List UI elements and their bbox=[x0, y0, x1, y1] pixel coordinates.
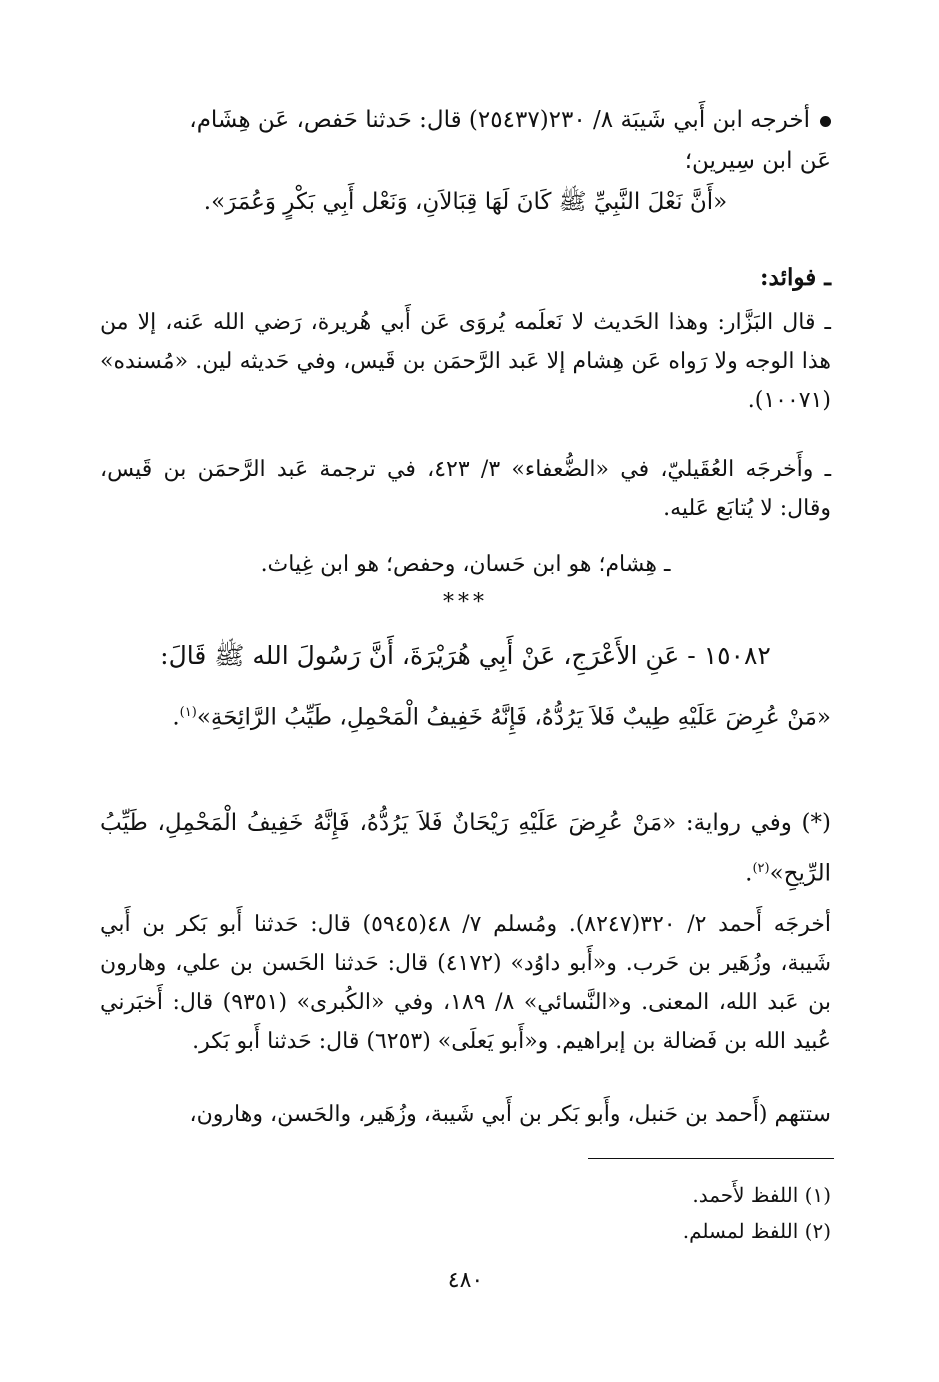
fawaid-bazzar-paragraph: ـ قال البَزَّار: وهذا الحَديث لا نَعلَمه يُروَى عَن أَبي هُريرة، رَضي الله عَنه، إلا من هذا الوجه ولا رَواه عَن هِشام إلا عَبد الرَّحمَن بن قَيس، وفي حَديثه لين. «مُسنده» (١٠٠٧١). bbox=[100, 310, 831, 413]
footnote-1: (١) اللفظ لأَحمد. bbox=[692, 1183, 831, 1207]
footnote-2: (٢) اللفظ لمسلم. bbox=[682, 1219, 831, 1243]
takhrij-ibn-abi-shaybah bbox=[100, 100, 831, 223]
footnote-ref-1: (١) bbox=[179, 705, 197, 720]
hadith-text: «مَنْ عُرِضَ عَلَيْهِ طِيبٌ فَلاَ يَرُدُّهُ، فَإِنَّهُ خَفِيفُ الْمَحْمِلِ، طَيِّبُ الرَّائِحَةِ»$^{(١)}$. bbox=[172, 704, 831, 731]
takhrij-continuation: ستتهم (أَحمد بن حَنبل، وأَبو بَكر بن أَبي شَيبة، وزُهَير، والحَسن، وهارون، bbox=[189, 1102, 831, 1127]
section-separator: *** bbox=[443, 590, 488, 615]
hadith-heading: ١٥٠٨٢ - عَنِ الأَعْرَجِ، عَنْ أَبِي هُرَيْرَةَ، أَنَّ رَسُولَ الله ﷺ قَالَ: bbox=[160, 641, 771, 670]
fawaid-uqayli-paragraph: ـ وأَخرجَه العُقَيليّ، في «الضُّعفاء» ٣/ ٤٢٣، في ترجمة عَبد الرَّحمَن بن قَيس، وقال: لا يُتابَع عَليه. bbox=[100, 457, 832, 521]
fawaid-heading: ـ فوائد: bbox=[760, 264, 831, 291]
footnote-divider bbox=[588, 1158, 834, 1159]
takhrij-line-1: أخرجه ابن أَبي شَيبَة ٨/ ٢٣٠(٢٥٤٣٧) قال: حَدثنا حَفص، عَن هِشَام، bbox=[100, 100, 831, 141]
footnotes bbox=[100, 1177, 831, 1249]
bullet-icon bbox=[820, 116, 831, 127]
takhrij-paragraph: أخرجَه أَحمد ٢/ ٣٢٠(٨٢٤٧). ومُسلم ٧/ ٤٨(٥٩٤٥) قال: حَدثنا أَبو بَكر بن أَبي شَيبة، وزُهَير بن حَرب. و«أَبو داوُد» (٤١٧٢) قال: حَدثنا الحَسن بن علي، وهارون بن عَبد الله، المعنى. و«النَّسائي» ٨/ ١٨٩، وفي «الكُبرى» (٩٣٥١) قال: أَخبَرني عُبيد الله بن فَضالة بن إبراهيم. و«أَبو يَعلَى» (٦٢٥٣) قال: حَدثنا أَبو بَكر. bbox=[100, 912, 832, 1054]
hadith-sandals: «أَنَّ نَعْلَ النَّبِيِّ ﷺ كَانَ لَهَا قِبَالاَنِ، وَنَعْل أَبِي بَكْرٍ وَعُمَرَ». bbox=[203, 189, 728, 215]
fawaid-narrators-note: ـ هِشام؛ هو ابن حَسان، وحفص؛ هو ابن غِياث. bbox=[260, 552, 671, 577]
takhrij-line-2: عَن ابن سِيرين؛ bbox=[684, 148, 831, 174]
footnote-ref-2: (٢) bbox=[752, 861, 770, 876]
hadith-riwaya: (*) وفي رواية: «مَنْ عُرِضَ عَلَيْهِ رَيْحَانٌ فَلاَ يَرُدُّهُ، فَإِنَّهُ خَفِيفُ الْمَحْمِلِ، طَيِّبُ الرِّيحِ»$^{(٢)}$. bbox=[100, 810, 831, 887]
page-number: ٤٨٠ bbox=[447, 1268, 484, 1293]
